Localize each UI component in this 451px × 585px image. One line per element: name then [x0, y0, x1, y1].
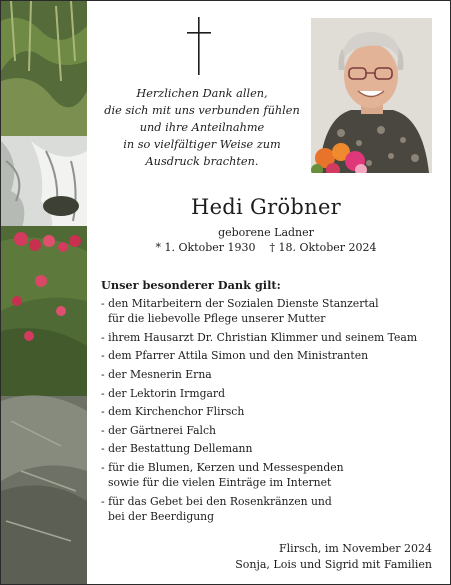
list-item-text: - ihrem Hausarzt Dr. Christian Klimmer und seinem Team — [101, 330, 418, 344]
list-item — [101, 441, 441, 456]
portrait-photo — [311, 18, 432, 173]
list-item-continuation: bei der Beerdigung — [108, 509, 215, 523]
thank-you-line: und ihre Anteilnahme — [139, 121, 265, 134]
list-item-text: - der Gärtnerei Falch — [101, 423, 216, 437]
list-item-text: - für das Gebet bei den Rosenkränzen und — [101, 494, 332, 508]
thank-you-line: die sich mit uns verbunden fühlen — [104, 104, 300, 117]
list-item-text: - den Mitarbeitern der Sozialen Dienste Stanzertal — [101, 297, 379, 310]
gratitude-title: Unser besonderer Dank gilt: — [101, 278, 281, 292]
place-and-date: Flirsch, im November 2024 — [279, 542, 432, 555]
list-item — [101, 348, 441, 363]
death-date: † 18. Oktober 2024 — [269, 241, 377, 254]
gratitude-list — [101, 296, 441, 528]
list-item — [101, 296, 441, 326]
cross-icon — [187, 17, 211, 75]
thank-you-line: Herzlichen Dank allen, — [136, 87, 268, 100]
list-item-text: - für die Blumen, Kerzen und Messespenden — [101, 460, 344, 474]
list-item-text: - dem Pfarrer Attila Simon und den Ministranten — [101, 349, 369, 363]
list-item — [101, 494, 441, 524]
list-item-text: - der Lektorin Irmgard — [101, 386, 226, 400]
birth-date: * 1. Oktober 1930 — [155, 241, 256, 254]
maiden-name: geborene Ladner — [218, 226, 314, 239]
deceased-name: Hedi Gröbner — [190, 195, 342, 219]
list-item-text: - dem Kirchenchor Flirsch — [101, 405, 245, 419]
list-item — [101, 386, 441, 401]
list-item — [101, 330, 441, 345]
list-item — [101, 423, 441, 438]
thank-you-line: Ausdruck brachten. — [145, 155, 259, 168]
list-item-continuation: sowie für die vielen Einträge im Internet — [108, 476, 332, 490]
list-item — [101, 404, 441, 419]
thank-you-message — [97, 85, 307, 170]
list-item-text: - der Mesnerin Erna — [101, 367, 212, 381]
list-item — [101, 367, 441, 382]
family-signature: Sonja, Lois und Sigrid mit Familien — [235, 558, 432, 571]
life-dates — [121, 241, 411, 254]
list-item — [101, 460, 441, 490]
nature-photo-strip — [1, 1, 87, 584]
thank-you-line: in so vielfältiger Weise zum — [123, 138, 281, 151]
list-item-continuation: für die liebevolle Pflege unserer Mutter — [108, 312, 326, 326]
list-item-text: - der Bestattung Dellemann — [101, 442, 253, 456]
